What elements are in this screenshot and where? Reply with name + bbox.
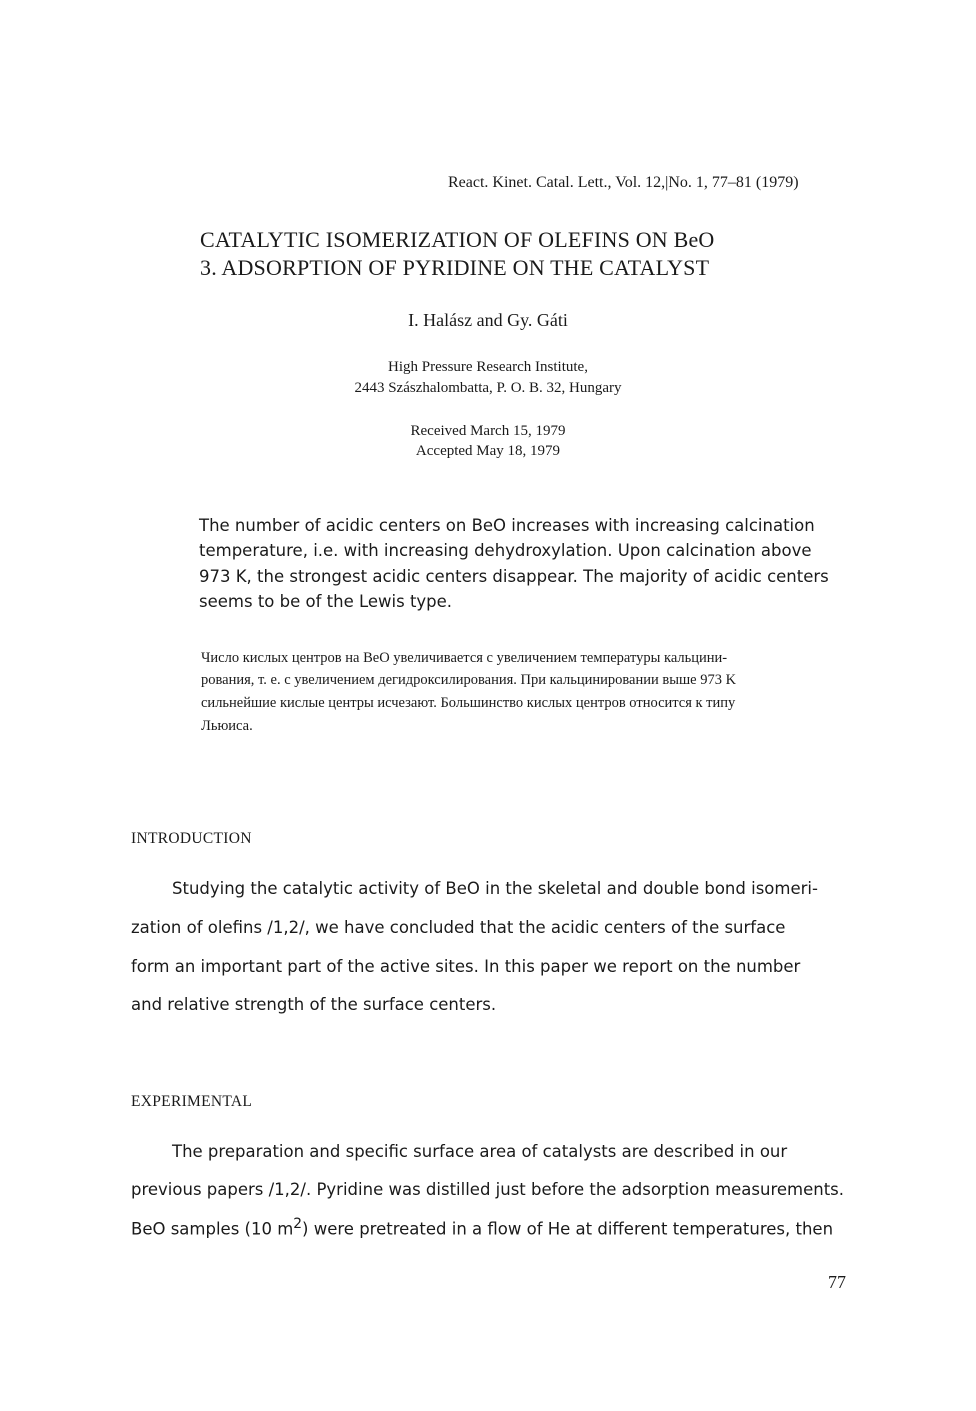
section-heading-introduction: INTRODUCTION [131,830,252,847]
abstract-en-line: The number of acidic centers on BeO increases with increasing calcination [199,516,815,535]
abstract-en-line: seems to be of the Lewis type. [199,592,453,611]
experimental-line-part: ) were pretreated in a flow of He at different temperatures, then [302,1219,834,1239]
introduction-line: form an important part of the active sites. In this paper we report on the number [131,957,801,976]
journal-reference: React. Kinet. Catal. Lett., Vol. 12,|No. 1, 77–81 (1979) [448,174,799,191]
introduction-line: and relative strength of the surface centers. [131,995,497,1014]
abstract-en-line: 973 K, the strongest acidic centers disappear. The majority of acidic centers [199,567,829,586]
introduction-line: zation of olefins /1,2/, we have concluded that the acidic centers of the surface [131,918,786,937]
experimental-line: The preparation and specific surface area of catalysts are described in our [172,1142,788,1161]
section-heading-experimental: EXPERIMENTAL [131,1093,253,1110]
received-date: Received March 15, 1979 [410,423,566,439]
paper-title-line-1: CATALYTIC ISOMERIZATION OF OLEFINS ON BeO [200,227,715,252]
abstract-en-line: temperature, i.e. with increasing dehydroxylation. Upon calcination above [199,541,812,560]
page-number: 77 [828,1272,846,1292]
affiliation-line-2: 2443 Szászhalombatta, P. O. B. 32, Hungary [354,380,622,396]
affiliation-line-1: High Pressure Research Institute, [388,359,588,375]
experimental-line-part: BeO samples (10 m [131,1219,294,1239]
accepted-date: Accepted May 18, 1979 [415,443,561,459]
paper-title-line-2: 3. ADSORPTION OF PYRIDINE ON THE CATALYST [200,255,710,280]
experimental-line [131,1216,833,1239]
superscript-exponent: 2 [293,1216,303,1232]
authors: I. Halász and Gy. Gáti [408,310,568,330]
introduction-line: Studying the catalytic activity of BeO in the skeletal and double bond isomeri- [172,879,818,898]
abstract-ru-line: рования, т. е. с увеличением дегидроксилирования. При кальцинировании выше 973 K [201,672,737,688]
experimental-line: previous papers /1,2/. Pyridine was distilled just before the adsorption measurements. [131,1180,845,1199]
abstract-ru-line: Число кислых центров на BeO увеличивается с увеличением температуры кальцини- [201,650,728,666]
abstract-ru-line: Льюиса. [201,718,253,734]
abstract-ru-line: сильнейшие кислые центры исчезают. Большинство кислых центров относится к типу [201,695,736,711]
